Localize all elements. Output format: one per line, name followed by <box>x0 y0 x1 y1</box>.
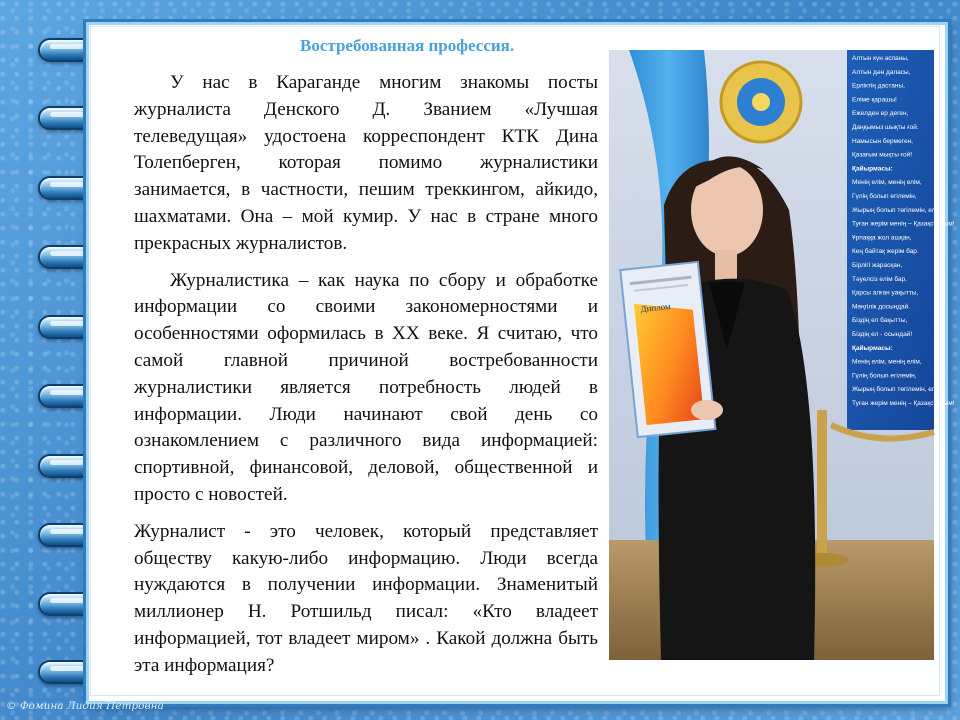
anthem-line: Ерліктің дастаны, <box>852 82 905 90</box>
anthem-line: Біздің ел - осындай! <box>852 331 913 338</box>
anthem-line: Даңқымыз шықты ғой. <box>852 124 919 131</box>
paragraph-2: Журналистика – как наука по сбору и обработке информации со своими закономерностями и особенностями оформилась в XX веке. Я считаю, что самой главной причиной востребованности журналистики является потребность людей в информации. Люди начинают свой день со ознакомлением с различного вида информацией: спортивной, финансовой, деловой, общественной и просто с новостей. <box>134 269 598 505</box>
anthem-line: Еліме қарашы! <box>852 96 897 104</box>
anthem-line: Туған жерім менің – Қазақстаным! <box>852 400 955 407</box>
anthem-line: Гүлің болып егілемін, <box>852 193 917 200</box>
anthem-line: Қарсы алған уақытты, <box>852 289 919 297</box>
diploma-title: Диплом <box>639 301 672 315</box>
anthem-line: Тәуелсіз елім бар. <box>852 275 907 283</box>
anthem-line: Намысын бермеген, <box>852 137 913 145</box>
anthem-line: Менің елім, менің елім, <box>852 179 922 187</box>
anthem-line: Жырың болып төгілемін, елім! <box>852 206 944 214</box>
anthem-line: Гүлің болып егілемін, <box>852 372 917 380</box>
author-signature: © Фомина Лидия Петровна <box>6 700 164 712</box>
photo-illustration <box>609 50 955 660</box>
anthem-line: Қайырмасы: <box>852 344 893 352</box>
anthem-line: Менің елім, менің елім, <box>852 358 922 366</box>
anthem-line: Алтын күн аспаны, <box>852 55 909 62</box>
anthem-line: Жырың болып төгілемін, елім! <box>852 386 944 394</box>
paragraph-1: У нас в Караганде многим знакомы посты журналиста Денского Д. Званием «Лучшая телеведущая» удостоена корреспондент КТК Дина Толепберген, которая помимо журналистики занимается, в частности, пешим треккингом, айкидо, шахматами. Она – мой кумир. У нас в стране много прекрасных журналистов. <box>134 72 598 254</box>
paragraph-3: Журналист - это человек, который представляет обществу какую-либо информацию. Люди всегда нуждаются в получении информации. Знаменитый миллионер Н. Ротшильд писал: «Кто владеет информацией, тот владеет миром» . Какой должна быть эта информация? <box>134 520 598 676</box>
anthem-line: Алтын дән даласы, <box>852 68 911 76</box>
slide-title: Востребованная профессия. <box>300 36 515 55</box>
photo-journalist-with-diploma <box>609 50 955 660</box>
anthem-line: Қазағым мықты ғой! <box>852 151 913 159</box>
anthem-line: Ұрпаққа жол ашқан, <box>852 234 912 242</box>
anthem-line: Мәңгілік досындай. <box>852 303 911 311</box>
anthem-line: Бірлігі жарасқан, <box>852 262 903 269</box>
anthem-line: Біздің ел бақытты, <box>852 317 908 325</box>
anthem-line: Ежелден ер деген, <box>852 110 909 118</box>
anthem-line: Туған жерім менің – Қазақстаным! <box>852 220 955 228</box>
anthem-line: Кең байтақ жерім бар. <box>852 248 919 256</box>
stanchion-post <box>817 410 827 560</box>
anthem-line: Қайырмасы: <box>852 165 893 173</box>
body-text <box>134 70 598 680</box>
